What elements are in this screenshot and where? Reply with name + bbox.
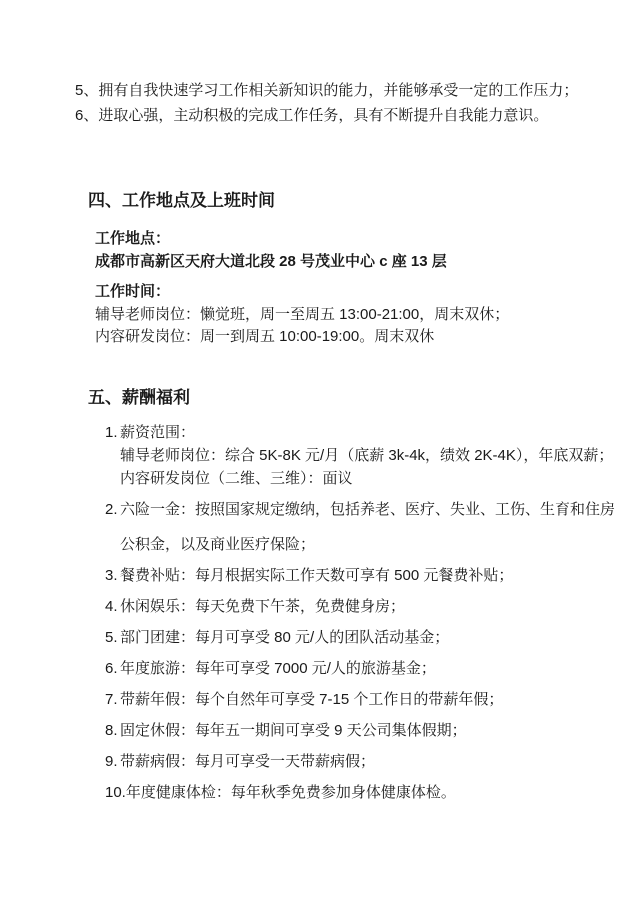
benefit-line: 薪资范围： — [120, 423, 196, 441]
section-heading-benefits: 五、薪酬福利 — [88, 387, 190, 407]
benefit-item — [105, 564, 634, 587]
benefit-number: 5. — [105, 628, 118, 646]
benefit-line: 餐费补贴：每月根据实际工作天数可享有 500 元餐费补贴； — [120, 566, 514, 584]
requirement-number: 6、 — [75, 107, 99, 124]
requirement-number: 5、 — [75, 82, 99, 99]
work-time-line: 内容研发岗位：周一到周五 10:00-19:00。周末双休 — [95, 328, 435, 345]
benefit-item — [105, 750, 634, 773]
benefit-content — [120, 564, 513, 587]
work-time-label: 工作时间： — [95, 283, 171, 300]
benefit-line: 六险一金：按照国家规定缴纳，包括养老、医疗、失业、工伤、生育和住房 — [120, 500, 616, 518]
requirement-text: 拥有自我快速学习工作相关新知识的能力，并能够承受一定的工作压力； — [98, 82, 579, 99]
benefit-item — [105, 781, 634, 804]
work-time-block — [95, 281, 634, 349]
benefit-line: 年度旅游：每年可享受 7000 元/人的旅游基金； — [120, 659, 436, 677]
benefit-line: 固定休假：每年五一期间可享受 9 天公司集体假期； — [120, 721, 467, 739]
benefit-line: 内容研发岗位（二维、三维）：面议 — [120, 469, 353, 487]
benefit-content — [120, 498, 615, 556]
benefit-item — [105, 498, 634, 556]
work-location-block — [95, 228, 634, 273]
benefit-content — [126, 781, 456, 804]
benefit-line: 休闲娱乐：每天免费下午茶，免费健身房； — [120, 597, 406, 615]
benefit-item — [105, 719, 634, 742]
benefit-number: 7. — [105, 690, 118, 708]
benefit-line: 部门团建：每月可享受 80 元/人的团队活动基金； — [120, 628, 450, 646]
benefit-item — [105, 421, 634, 490]
benefit-item — [105, 595, 634, 618]
benefit-content — [120, 421, 613, 490]
benefit-item — [105, 657, 634, 680]
benefit-number: 1. — [105, 423, 118, 441]
benefit-number: 10. — [105, 783, 126, 801]
benefit-line: 年度健康体检：每年秋季免费参加身体健康体检。 — [125, 783, 456, 801]
requirement-text: 进取心强，主动积极的完成工作任务，具有不断提升自我能力意识。 — [98, 107, 549, 124]
benefit-content — [120, 750, 375, 773]
section-heading-location: 四、工作地点及上班时间 — [88, 191, 275, 210]
benefit-content — [120, 719, 467, 742]
work-location-label: 工作地点： — [95, 230, 171, 247]
benefit-line: 公积金，以及商业医疗保险； — [120, 535, 316, 553]
benefit-content — [120, 688, 503, 711]
benefit-number: 2. — [105, 500, 118, 518]
benefits-list — [105, 421, 634, 804]
benefit-item — [105, 688, 634, 711]
requirement-item — [75, 78, 634, 103]
benefit-line: 带薪年假：每个自然年可享受 7-15 个工作日的带薪年假； — [120, 690, 504, 708]
benefit-number: 9. — [105, 752, 118, 770]
requirements-list — [75, 0, 634, 128]
benefit-line: 辅导老师岗位：综合 5K-8K 元/月（底薪 3k-4k，绩效 2K-4K），年底双薪； — [120, 446, 614, 464]
benefit-content — [120, 595, 405, 618]
work-location-value: 成都市高新区天府大道北段 28 号茂业中心 c 座 13 层 — [95, 252, 447, 270]
work-time-line: 辅导老师岗位：懒觉班，周一至周五 13:00-21:00，周末双休； — [95, 305, 510, 323]
requirement-item — [75, 103, 634, 128]
benefit-line: 带薪病假：每月可享受一天带薪病假； — [120, 752, 376, 770]
benefit-item — [105, 626, 634, 649]
benefit-number: 3. — [105, 566, 118, 584]
benefit-number: 6. — [105, 659, 118, 677]
benefit-content — [120, 626, 449, 649]
benefit-number: 4. — [105, 597, 118, 615]
benefit-content — [120, 657, 436, 680]
benefit-number: 8. — [105, 721, 118, 739]
